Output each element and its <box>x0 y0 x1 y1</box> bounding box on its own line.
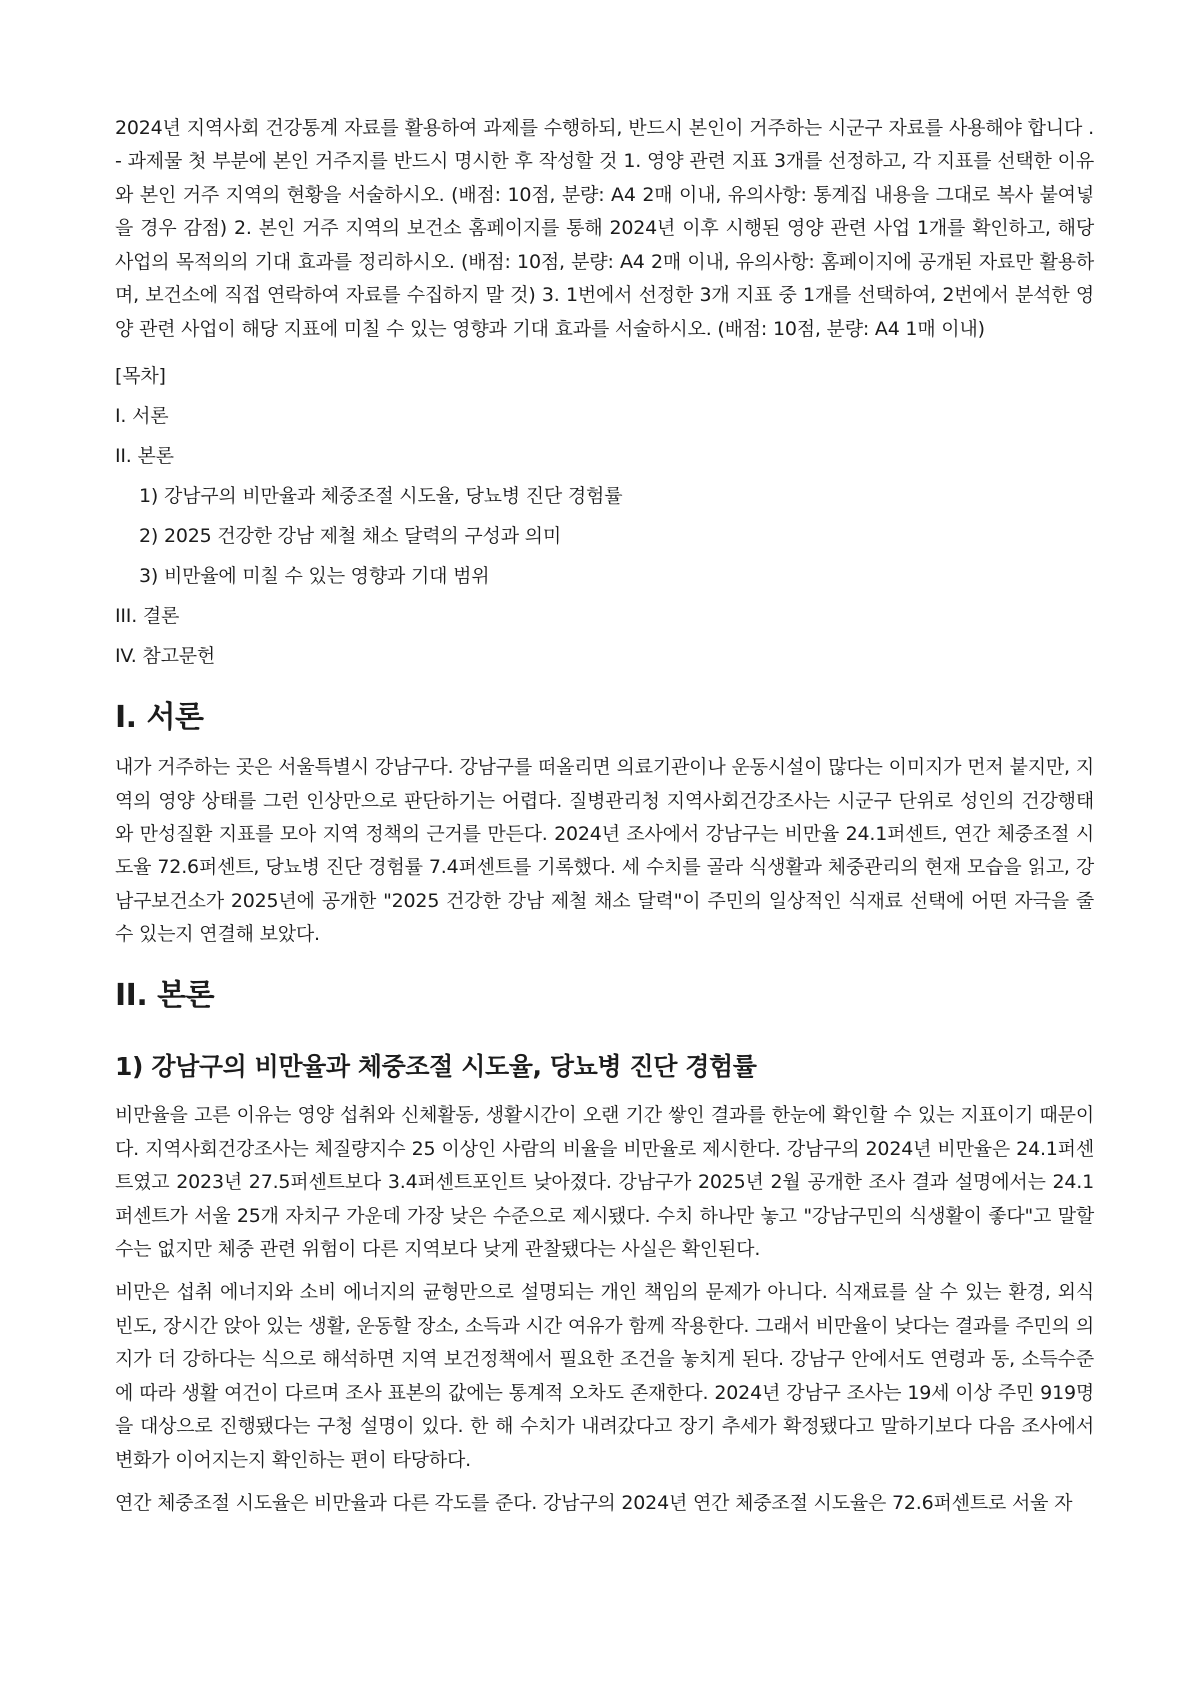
section-title-body: II. 본론 <box>115 977 215 1013</box>
assignment-instructions: 2024년 지역사회 건강통계 자료를 활용하여 과제를 수행하되, 반드시 본인이 거주하는 시군구 자료를 사용해야 합니다 . - 과제물 첫 부분에 본인 거주지를 반드시 명시한 후 작성할 것 1. 영양 관련 지표 3개를 선정하고, 각 지표를 선택한 이유와 본인 거주 지역의 현황을 서술하시오. (배점: 10점, 분량: A4 2매 이내, 유의사항: 통계집 내용을 그대로 복사 붙여넣을 경우 감점) 2. 본인 거주 지역의 보건소 홈페이지를 통해 2024년 이후 시행된 영양 관련 사업 1개를 확인하고, 해당 사업의 목적의의 기대 효과를 정리하시오. (배점: 10점, 분량: A4 2매 이내, 유의사항: 홈페이지에 공개된 자료만 활용하며, 보건소에 직접 연락하여 자료를 수집하지 말 것) 3. 1번에서 선정한 3개 지표 중 1개를 선택하여, 2번에서 분석한 영양 관련 사업이 해당 지표에 미칠 수 있는 영향과 기대 효과를 서술하시오. (배점: 10점, 분량: A4 1매 이내) <box>115 117 1094 340</box>
toc-item: II. 본론 <box>115 445 174 468</box>
body-paragraph: 비만율을 고른 이유는 영양 섭취와 신체활동, 생활시간이 오랜 기간 쌓인 결과를 한눈에 확인할 수 있는 지표이기 때문이다. 지역사회건강조사는 체질량지수 25 이상인 사람의 비율을 비만율로 제시한다. 강남구의 2024년 비만율은 24.1퍼센트였고 2023년 27.5퍼센트보다 3.4퍼센트포인트 낮아졌다. 강남구가 2025년 2월 공개한 조사 결과 설명에서는 24.1퍼센트가 서울 25개 자치구 가운데 가장 낮은 수준으로 제시됐다. 수치 하나만 놓고 "강남구민의 식생활이 좋다"고 말할 수는 없지만 체중 관련 위험이 다른 지역보다 낮게 관찰됐다는 사실은 확인된다. <box>115 1104 1094 1260</box>
toc-heading: [목차] <box>115 365 166 388</box>
toc-item: 3) 비만율에 미칠 수 있는 영향과 기대 범위 <box>139 565 490 588</box>
toc-item: III. 결론 <box>115 605 180 628</box>
body-paragraph: 비만은 섭취 에너지와 소비 에너지의 균형만으로 설명되는 개인 책임의 문제가 아니다. 식재료를 살 수 있는 환경, 외식 빈도, 장시간 앉아 있는 생활, 운동할 장소, 소득과 시간 여유가 함께 작용한다. 그래서 비만율이 낮다는 결과를 주민의 의지가 더 강하다는 식으로 해석하면 지역 보건정책에서 필요한 조건을 놓치게 된다. 강남구 안에서도 연령과 동, 소득수준에 따라 생활 여건이 다르며 조사 표본의 값에는 통계적 오차도 존재한다. 2024년 강남구 조사는 19세 이상 주민 919명을 대상으로 진행됐다는 구청 설명이 있다. 한 해 수치가 내려갔다고 장기 추세가 확정됐다고 말하기보다 다음 조사에서 변화가 이어지는지 확인하는 편이 타당하다. <box>115 1281 1094 1471</box>
toc-item: 1) 강남구의 비만율과 체중조절 시도율, 당뇨병 진단 경험률 <box>139 485 623 508</box>
toc-item: IV. 참고문헌 <box>115 645 216 668</box>
subsection-title: 1) 강남구의 비만율과 체중조절 시도율, 당뇨병 진단 경험률 <box>115 1051 757 1081</box>
body-paragraph: 연간 체중조절 시도율은 비만율과 다른 각도를 준다. 강남구의 2024년 연간 체중조절 시도율은 72.6퍼센트로 서울 자 <box>115 1492 1073 1514</box>
section-title-introduction: I. 서론 <box>115 700 204 736</box>
toc-item: 2) 2025 건강한 강남 제철 채소 달력의 구성과 의미 <box>139 525 561 548</box>
introduction-paragraph: 내가 거주하는 곳은 서울특별시 강남구다. 강남구를 떠올리면 의료기관이나 운동시설이 많다는 이미지가 먼저 붙지만, 지역의 영양 상태를 그런 인상만으로 판단하기는 어렵다. 질병관리청 지역사회건강조사는 시군구 단위로 성인의 건강행태와 만성질환 지표를 모아 지역 정책의 근거를 만든다. 2024년 조사에서 강남구는 비만율 24.1퍼센트, 연간 체중조절 시도율 72.6퍼센트, 당뇨병 진단 경험률 7.4퍼센트를 기록했다. 세 수치를 골라 식생활과 체중관리의 현재 모습을 읽고, 강남구보건소가 2025년에 공개한 "2025 건강한 강남 제철 채소 달력"이 주민의 일상적인 식재료 선택에 어떤 자극을 줄 수 있는지 연결해 보았다. <box>115 756 1094 946</box>
toc-item: I. 서론 <box>115 405 169 428</box>
table-of-contents <box>115 356 1094 676</box>
